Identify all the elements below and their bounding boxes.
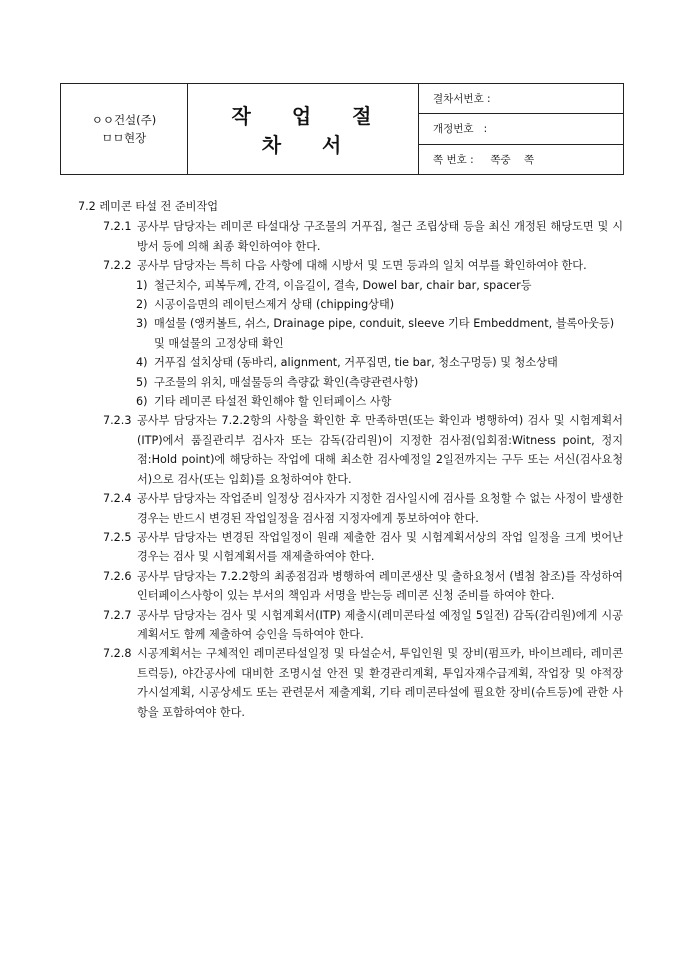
- clause-number: 7.2.3: [103, 414, 132, 428]
- clause-number: 7.2.2: [103, 259, 132, 273]
- clause-7-2-2: [78, 256, 623, 275]
- checklist-item: [78, 314, 623, 353]
- clause-number: 7.2.1: [103, 220, 132, 234]
- checklist-item: [78, 353, 623, 372]
- clause-number: 7.2.6: [103, 569, 132, 583]
- clause-7-2-4: [78, 489, 623, 528]
- clause-7-2-8: [78, 644, 623, 722]
- clause-7-2-3: [78, 411, 623, 489]
- clause-text: 공사부 담당자는 7.2.2항의 사항을 확인한 후 만족하면(또는 확인과 병행하여) 검사 및 시험계획서(ITP)에서 품질관리부 검사자 또는 감독(감리원)이 지정한 검사점(입회점:Witness point, 정지점:Hold point)에 해당하는 작업에 대해 최소한 검사예정일 2일전까지는 구두 또는 서신(검사요청서)으로 검사(또는 입회)를 요청하여야 한다.: [137, 414, 623, 486]
- checklist-text: 거푸집 설치상태 (동바리, alignment, 거푸집면, tie bar, 청소구멍등) 및 청소상태: [154, 356, 558, 370]
- clause-text: 시공계획서는 구체적인 레미콘타설일정 및 타설순서, 투입인원 및 장비(펌프카, 바이브레타, 레미콘트럭등), 야간공사에 대비한 조명시설 안전 및 환경관리계획, 투입자재수급계획, 작업장 및 야적장 가시설계획, 시공상세도 또는 관련문서 제출계획, 기타 레미콘타설에 필요한 장비(슈트등)에 관한 사항을 포함하여야 한다.: [137, 647, 623, 719]
- checklist-item: [78, 276, 623, 295]
- checklist-number: 1): [136, 278, 148, 292]
- clause-7-2-6: [78, 567, 623, 606]
- clause-text: 공사부 담당자는 레미콘 타설대상 구조물의 거푸집, 철근 조립상태 등을 최신 개정된 해당도면 및 시방서 등에 의해 최종 확인하여야 한다.: [137, 220, 623, 253]
- checklist-item: [78, 392, 623, 411]
- clause-7-2-7: [78, 606, 623, 645]
- clause-7-2-1: [78, 217, 623, 256]
- clause-text: 공사부 담당자는 검사 및 시험계획서(ITP) 제출시(레미콘타설 예정일 5일전) 감독(감리원)에게 시공계획서도 함께 제출하여 승인을 득하여야 한다.: [137, 608, 623, 641]
- checklist-number: 5): [136, 375, 148, 389]
- checklist-text: 매설물 (앵커볼트, 쉬스, Drainage pipe, conduit, sleeve 기타 Embeddment, 블록아웃등)및 매설물의 고정상태 확인: [154, 317, 615, 350]
- clause-number: 7.2.8: [103, 647, 132, 661]
- checklist-item: [78, 373, 623, 392]
- checklist-number: 4): [136, 356, 148, 370]
- clause-text: 공사부 담당자는 작업준비 일정상 검사자가 지정한 검사일시에 검사를 요청할 수 없는 사정이 발생한 경우는 반드시 변경된 작업일정을 검사점 지정자에게 통보하여야 한다.: [137, 492, 623, 525]
- checklist-item: [78, 295, 623, 314]
- checklist-text: 구조물의 위치, 매설물등의 측량값 확인(측량관련사항): [154, 375, 419, 389]
- site-name: ㅁㅁ현장: [101, 131, 147, 145]
- document-body: [78, 197, 623, 722]
- clause-text: 공사부 담당자는 변경된 작업일정이 원래 제출한 검사 및 시험계획서상의 작업 일정을 크게 벗어난 경우는 검사 및 시험계획서를 재제출하여야 한다.: [137, 530, 623, 564]
- document-header-table: [60, 83, 624, 175]
- clause-7-2-5: [78, 528, 623, 567]
- company-name: ㅇㅇ건설(주): [91, 113, 157, 127]
- checklist-number: 6): [136, 395, 148, 409]
- clause-number: 7.2.4: [103, 492, 132, 506]
- company-cell: [61, 84, 188, 175]
- checklist-text: 시공이음면의 레이턴스제거 상태 (chipping상태): [154, 298, 395, 312]
- document-title: 작 업 절 차 서: [188, 84, 419, 175]
- clause-text: 공사부 담당자는 7.2.2항의 최종점검과 병행하여 레미콘생산 및 출하요청서 (별첨 참조)를 작성하여 인터페이스사항이 있는 부서의 책임과 서명을 받는등 레미콘 신청 준비를 하여야 한다.: [137, 569, 623, 603]
- checklist-number: 3): [136, 317, 148, 331]
- clause-number: 7.2.5: [103, 530, 132, 544]
- clause-text: 공사부 담당자는 특히 다음 사항에 대해 시방서 및 도면 등과의 일치 여부를 확인하여야 한다.: [137, 259, 587, 273]
- checklist-text: 기타 레미콘 타설전 확인해야 할 인터페이스 사항: [154, 395, 392, 409]
- page-number-field: 쪽 번호 : 쪽중 쪽: [419, 144, 624, 174]
- revision-number-field: 개정번호 :: [419, 114, 624, 144]
- checklist-number: 2): [136, 298, 148, 312]
- clause-number: 7.2.7: [103, 608, 132, 622]
- checklist-text: 철근치수, 피복두께, 간격, 이음길이, 결속, Dowel bar, chair bar, spacer등: [154, 278, 532, 292]
- section-heading: 7.2 레미콘 타설 전 준비작업: [78, 200, 219, 213]
- procedure-number-field: 결차서번호 :: [419, 84, 624, 114]
